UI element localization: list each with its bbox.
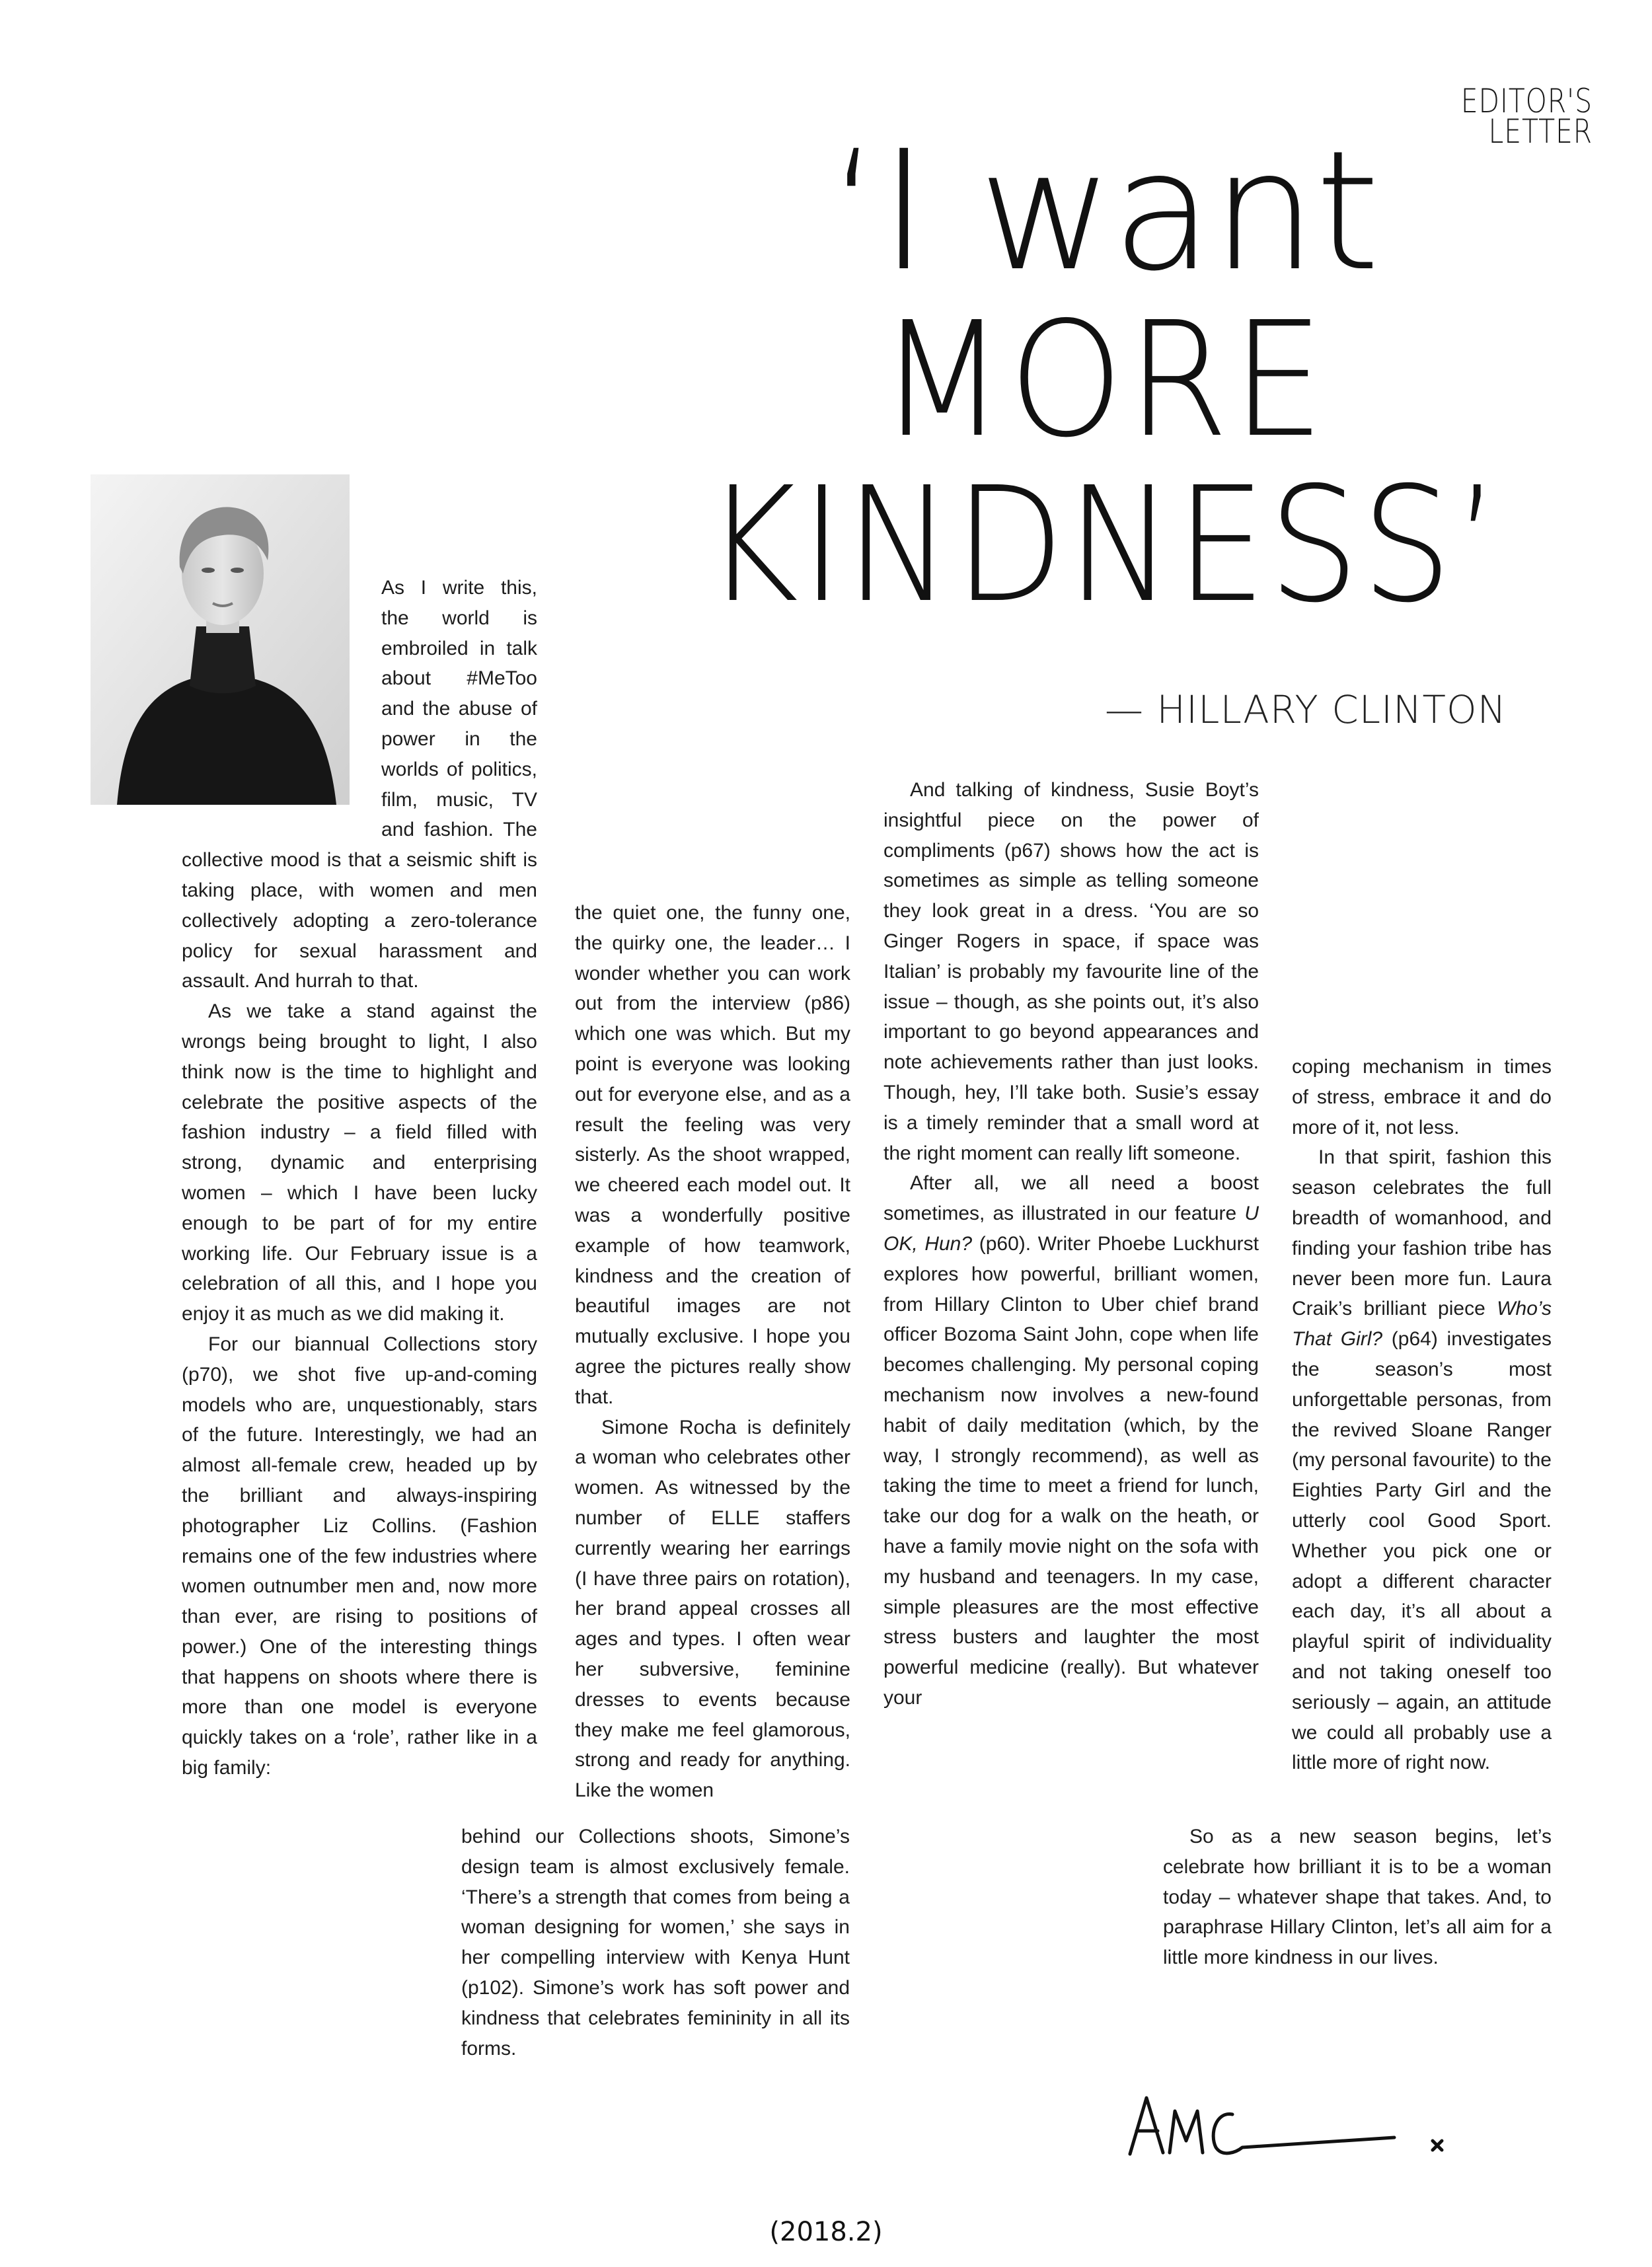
- body-paragraph: And talking of kindness, Susie Boyt’s insightful piece on the power of compliments (p67) shows how the act is sometimes as simple as telling someone they look great in a dress. ‘You are so Ginger Rogers in space, if space was Italian’ is probably my favourite line of the issue – though, as she points out, it’s also important to go beyond appearances and note achievements rather than just looks. Though, hey, I’ll take both. Susie’s essay is a timely reminder that a small word at the right moment can really lift someone.: [883, 779, 1259, 1164]
- body-paragraph: After all, we all need a boost sometimes, as illustrated in our feature U OK, Hun? (p60). Writer Phoebe Luckhurst explores how powerful, brilliant women, from Hillary Clinton to Uber chief brand officer Bozoma Saint John, cope when life becomes challenging. My personal coping mechanism now involves a new-found habit of daily meditation (which, by the way, I strongly recommend), as well as taking the time to meet a friend for lunch, take our dog for a walk on the heath, or have a family movie night on the sofa with my husband and teenagers. In my case, simple pleasures are the most effective stress busters and laughter the most powerful medicine (really). But whatever your: [883, 1172, 1259, 1709]
- article-column-4: [1292, 1052, 1552, 1778]
- body-paragraph: As we take a stand against the wrongs being brought to light, I also think now is the time to highlight and celebrate the positive aspects of the fashion industry – a field filled with strong, dynamic and enterprising women – which I have been lucky enough to be part of for my entire working life. Our February issue is a celebration of all this, and I hope you enjoy it as much as we did making it.: [182, 1000, 537, 1325]
- body-paragraph: Simone Rocha is definitely a woman who celebrates other women. As witnessed by the number of ELLE staffers currently wearing her earrings (I have three pairs on rotation), her brand appeal crosses all ages and types. I often wear her subversive, feminine dresses to events because they make me feel glamorous, strong and ready for anything. Like the women: [575, 1416, 850, 1802]
- body-paragraph: behind our Collections shoots, Simone’s design team is almost exclusively female. ‘There’s a strength that comes from being a woman designing for women,’ she says in her compelling interview with Kenya Hunt (p102). Simone’s work has soft power and kindness that celebrates femininity in all its forms.: [461, 1826, 850, 2060]
- article-column-1: [182, 573, 537, 1783]
- signature: [1117, 2075, 1460, 2174]
- article-column-3: [883, 775, 1259, 1713]
- headline-line3: KINDNESS’: [704, 453, 1503, 638]
- headline-line1: ‘I want: [828, 115, 1379, 307]
- body-paragraph: coping mechanism in times of stress, embrace it and do more of it, not less.: [1292, 1056, 1552, 1138]
- article-column-2: [575, 898, 850, 1806]
- quote-attribution: — HILLARY CLINTON: [1104, 687, 1507, 732]
- body-paragraph: the quiet one, the funny one, the quirky one, the leader… I wonder whether you can work out from the interview (p86) which one was which. But my point is everyone was looking out for everyone else, and as a result the feeling was very sisterly. As the shoot wrapped, we cheered each model out. It was a wonderfully positive example of how teamwork, kindness and the creation of beautiful images are not mutually exclusive. I hope you agree the pictures really show that.: [575, 902, 850, 1408]
- feature-title: U OK, Hun?: [883, 1203, 1259, 1255]
- article-column-2-continued: [461, 1822, 850, 2063]
- section-tag-line2: LETTER: [1488, 112, 1593, 151]
- body-paragraph: In that spirit, fashion this season celebrates the full breadth of womanhood, and finding your fashion tribe has never been more fun. Laura Craik’s brilliant piece Who’s That Girl? (p64) investigates the season’s most unforgettable personas, from the revived Sloane Ranger (my personal favourite) to the Eighties Party Girl and the utterly cool Good Sport. Whether you pick one or adopt a different character each day, it’s all about a playful spirit of individuality and not taking oneself too seriously – again, an attitude we could all probably use a little more of right now.: [1292, 1146, 1552, 1774]
- headline: [621, 115, 1586, 638]
- issue-date: (2018.2): [769, 2217, 883, 2247]
- feature-title: Who’s That Girl?: [1292, 1298, 1552, 1351]
- headline-line2: MORE: [879, 287, 1328, 472]
- signature-mark: [1117, 2075, 1460, 2174]
- section-tag-line1: EDITOR'S: [1460, 82, 1593, 120]
- body-paragraph: So as a new season begins, let’s celebrate how brilliant it is to be a woman today – whatever shape that takes. And, to paraphrase Hillary Clinton, let’s all aim for a little more kindness in our lives.: [1163, 1826, 1552, 1969]
- body-paragraph: As I write this, the world is embroiled in talk about #MeToo and the abuse of power in the worlds of politics, film, music, TV and fashion. The collective mood is that a seismic shift is taking place, with women and men collectively adopting a zero-tolerance policy for sexual harassment and assault. And hurrah to that.: [182, 573, 537, 996]
- portrait-wrap-spacer: [182, 573, 381, 827]
- body-paragraph: For our biannual Collections story (p70), we shot five up-and-coming models who are, unquestionably, stars of the future. Interestingly, we had an almost all-female crew, headed up by the brilliant and always-inspiring photographer Liz Collins. (Fashion remains one of the few industries where women outnumber men and, now more than ever, are rising to positions of power.) One of the interesting things that happens on shoots where there is more than one model is everyone quickly takes on a ‘role’, rather like in a big family:: [182, 1333, 537, 1779]
- article-closing: [1163, 1822, 1552, 1973]
